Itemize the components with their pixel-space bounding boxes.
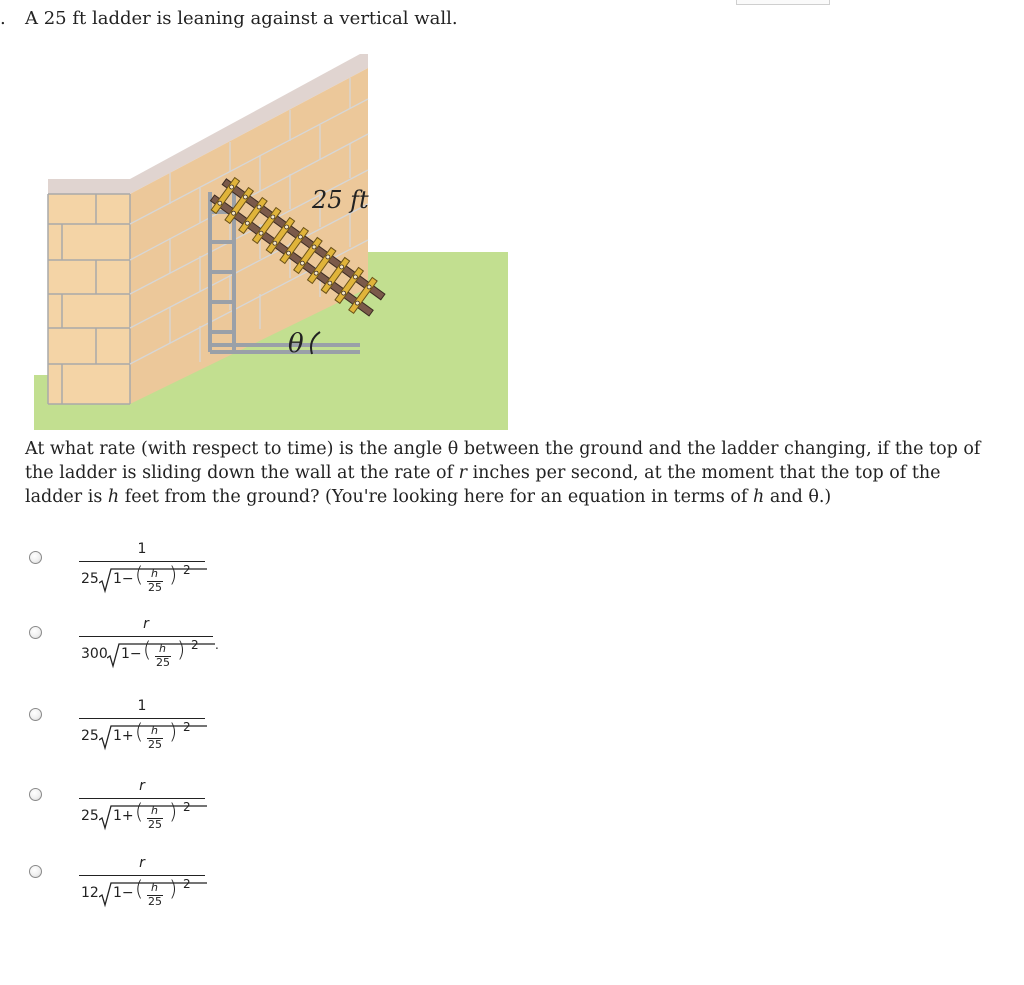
formula-exponent: 2 (183, 800, 191, 814)
radio-button[interactable] (29, 708, 42, 721)
formula-sign-term: 1− (121, 646, 142, 662)
formula-sign-term: 1+ (113, 728, 134, 744)
radio-button[interactable] (29, 626, 42, 639)
inner-fraction-numerator: h (151, 804, 158, 817)
inner-fraction-denominator: 25 (148, 818, 162, 831)
right-paren: ) (169, 877, 178, 901)
right-paren: ) (169, 720, 178, 744)
question-number-marker: . (0, 8, 6, 29)
formula-exponent: 2 (183, 720, 191, 734)
formula-exponent: 2 (183, 563, 191, 577)
fraction-bar (79, 636, 213, 637)
left-paren: ( (135, 877, 144, 901)
formula-numerator: 1 (137, 541, 147, 557)
inner-fraction-numerator: h (159, 642, 166, 655)
fraction-bar (79, 875, 205, 876)
formula-coefficient: 25 (81, 728, 99, 744)
fraction-bar (79, 718, 205, 719)
inner-fraction-numerator: h (151, 724, 158, 737)
formula-exponent: 2 (183, 877, 191, 891)
problem-title: A 25 ft ladder is leaning against a vertical wall. (25, 8, 458, 29)
top-edge-box (736, 0, 830, 5)
formula-coefficient: 300 (81, 646, 108, 662)
right-paren: ) (177, 638, 186, 662)
inner-fraction-denominator: 25 (148, 895, 162, 908)
formula-coefficient: 25 (81, 808, 99, 824)
radio-button[interactable] (29, 551, 42, 564)
formula-numerator: r (139, 778, 145, 794)
trailing-period: . (215, 638, 219, 652)
question-text: At what rate (with respect to time) is the angle θ between the ground and the ladder changing, if the top of the ladder is sliding down the wall at the rate of r inches per second, at the moment that the top of the ladder is h feet from the ground? (You're looking here for an equation in terms of h and θ.) (25, 439, 981, 507)
formula-sign-term: 1+ (113, 808, 134, 824)
right-paren: ) (169, 800, 178, 824)
right-paren: ) (169, 563, 178, 587)
left-paren: ( (143, 638, 152, 662)
radio-button[interactable] (29, 788, 42, 801)
formula-sign-term: 1− (113, 571, 134, 587)
left-paren: ( (135, 800, 144, 824)
inner-fraction-denominator: 25 (148, 738, 162, 751)
formula-numerator: r (143, 616, 149, 632)
inner-fraction-numerator: h (151, 881, 158, 894)
inner-fraction-numerator: h (151, 567, 158, 580)
radio-button[interactable] (29, 865, 42, 878)
ladder-length-label: 25 ft (312, 186, 369, 214)
formula-sign-term: 1− (113, 885, 134, 901)
fraction-bar (79, 561, 205, 562)
left-paren: ( (135, 563, 144, 587)
formula-coefficient: 25 (81, 571, 99, 587)
fraction-bar (79, 798, 205, 799)
inner-fraction-denominator: 25 (156, 656, 170, 669)
left-paren: ( (135, 720, 144, 744)
wall-top (48, 179, 130, 194)
formula-coefficient: 12 (81, 885, 99, 901)
wall-end (48, 194, 130, 404)
inner-fraction-denominator: 25 (148, 581, 162, 594)
formula-numerator: 1 (137, 698, 147, 714)
formula-numerator: r (139, 855, 145, 871)
formula-exponent: 2 (191, 638, 199, 652)
ladder-wall-figure (30, 52, 520, 432)
angle-label: θ (288, 329, 304, 359)
